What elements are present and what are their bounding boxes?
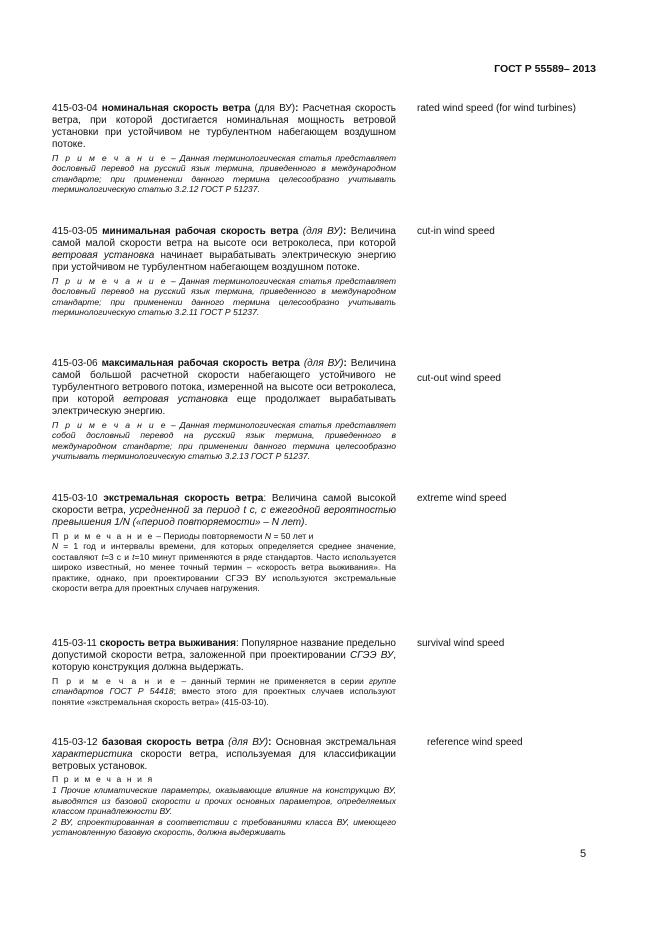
note-label: П р и м е ч а н и е [52,531,154,541]
page-number: 5 [580,848,587,860]
note-text: =10 минут применяются в ряде стандартов. Часто используется широко известный, но менее точный термин – «скорость ветра выживания». На практике, однако, при проектировании СГЭЭ ВУ используются экстремальные скорости ветра для проектных случаев нагружения. [52,551,396,594]
note-label: П р и м е ч а н и е [52,153,168,163]
term-colon: : [295,103,299,114]
term-colon: : [263,493,267,504]
note [52,276,396,318]
english-equivalent: cut-out wind speed [417,373,501,384]
term-colon: : [268,737,272,748]
term-name: скорость ветра выживания [99,638,236,649]
term-colon: : [343,358,347,369]
definition-text: Основная экстремальная [271,737,396,748]
english-equivalent: rated wind speed (for wind turbines) [417,103,576,114]
note-text: = 1 год и интервалы времени, для которых определяется среднее значение, составляют [52,541,396,562]
term-name: минимальная рабочая скорость ветра [102,226,299,237]
note-text: – Периоды повторяемости [153,531,265,541]
term-colon: : [235,638,239,649]
note-text: – данный термин не применяется в серии [176,676,369,686]
note-text: = 50 лет и [271,531,314,541]
page-header: ГОСТ Р 55589– 2013 [494,63,596,75]
note-label: П р и м е ч а н и е [52,276,168,286]
note-item-2: 2 ВУ, спроектированная в соответствии с требованиями класса ВУ, имеющего установленную базовую скорость, должна выдерживать [52,816,396,838]
definition-italic: усредненной за период t с, с ежегодной вероятностью превышения 1/N («период повторяемости» – N лет) [52,505,396,528]
term-name: базовая скорость ветра [101,737,224,748]
note-label-line [52,774,396,784]
term-number: 415-03-12 [52,737,98,748]
note-var: N [52,541,59,552]
note-italic: группе стандартов ГОСТ Р 54418 [52,676,396,697]
definition-text: Популярное название предельно допустимой скорости ветра, заложенной при проектировании [52,638,396,661]
note [52,531,396,593]
term-number: 415-03-05 [52,226,98,237]
definition-italic: СГЭЭ ВУ [350,650,394,661]
term-name: максимальная рабочая скорость ветра [101,358,300,369]
note-label: П р и м е ч а н и е [52,420,168,430]
definition-text-end: , которую конструкция должна выдержать. [52,650,396,673]
definition-text-end: начинает вырабатывать электрическую энергию при устойчивом не турбулентном набегающем воздушном потоке. [52,250,396,273]
russian-definition [52,493,396,593]
russian-definition [52,638,396,707]
english-equivalent: extreme wind speed [417,493,507,504]
definition-text: Величина самой большой расчетной скорости набегающего устойчивого не турбулентного ветрового потока, измеренной на высоте оси ветроколеса, при которой [52,358,396,405]
definition-text: Величина самой высокой скорости ветра, [52,493,397,516]
note-var: t [132,551,135,562]
russian-definition [52,358,396,462]
definition-italic: характеристика [52,749,133,760]
definition-text-end: скорости ветра, используемая для классификации ветровых установок. [52,749,396,772]
term-qualifier: (для ВУ) [250,103,296,114]
english-equivalent: survival wind speed [417,638,505,649]
term-number: 415-03-06 [52,358,98,369]
note-text: – Данная терминологическая статья представляет дословный перевод на русский язык термина, приведенного в международном стандарте; при применении данного термина целесообразно учитывать терминологическую статью 3.2.12 ГОСТ Р 51237. [52,153,396,195]
definition-text-end: еще продолжает вырабатывать электрическую энергию. [52,394,397,417]
term-qualifier: (для ВУ) [223,737,269,748]
term-name: экстремальная скорость ветра [103,493,264,504]
term-name: номинальная скорость ветра [101,103,251,114]
term-qualifier: (для ВУ) [298,226,343,237]
note-text: =3 с и [103,551,133,562]
note-item-1: 1 Прочие климатические параметры, оказывающие влияние на конструкцию ВУ, выводятся из базовой скорости и прочих основных параметров, определяемых классом принадлежности ВУ. [52,785,396,817]
russian-definition [52,737,396,837]
term-colon: : [342,226,347,237]
note-text: – Данная терминологическая статья представляет дословный перевод на русский язык термина, приведенного в международном стандарте; при применении данного термина целесообразно учитывать терминологическую статью 3.2.11 ГОСТ Р 51237. [52,276,396,318]
definition-text: Расчетная скорость ветра, при которой достигается номинальная мощность ветровой установки при устойчивом не турбулентном набегающем воздушном потоке. [52,103,397,150]
note [52,153,396,195]
english-equivalent: reference wind speed [427,737,523,748]
english-equivalent: cut-in wind speed [417,226,495,237]
note-var: t [101,551,104,562]
term-number: 415-03-11 [52,638,97,649]
definition-text: Величина самой малой скорости ветра на высоте оси ветроколеса, при которой [52,226,396,249]
term-qualifier: (для ВУ) [299,358,344,369]
definition-text-end: . [304,517,308,528]
russian-definition [52,226,396,318]
definition-italic: ветровая установка [52,250,155,261]
russian-definition [52,103,396,195]
note-text: – Данная терминологическая статья представляет собой дословный перевод на русский язык термина, приведенного в международном стандарте; при применении данного термина целесообразно учитывать терминологическую статью 3.2.13 ГОСТ Р 51237. [52,420,396,462]
term-number: 415-03-10 [52,493,98,504]
note-label: П р и м е ч а н и е [52,676,177,686]
term-number: 415-03-04 [52,103,98,114]
note-var: N [264,531,272,541]
definition-italic: ветровая установка [123,394,228,405]
note [52,420,396,462]
note [52,676,396,707]
note-text: ; вместо этого для проектных случаев используют понятие «экстремальная скорость ветра» (415-03-10). [52,686,396,707]
note-label: П р и м е ч а н и я [52,774,154,784]
